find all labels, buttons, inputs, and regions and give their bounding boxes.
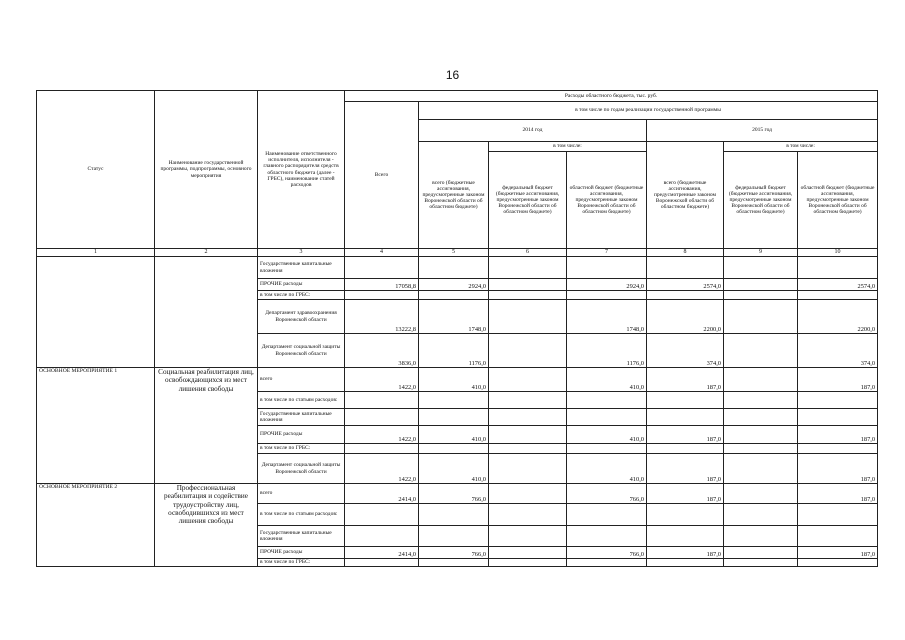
value-total [345, 257, 419, 279]
value-total-2015: 2200,0 [647, 300, 724, 334]
value-federal-2015 [724, 409, 798, 426]
value-regional-2015 [798, 559, 878, 567]
value-federal-2014 [489, 547, 567, 559]
value-regional-2015 [798, 392, 878, 409]
value-total [345, 444, 419, 454]
value-federal-2014 [489, 257, 567, 279]
header-total-2014: всего (бюджетные ассигнования, предусмотренные законом Воронежской области об областном бюджете) [419, 142, 489, 249]
column-number: 5 [419, 249, 489, 257]
header-including-2015: в том числе: [724, 142, 878, 152]
header-federal-2015: федеральный бюджет (бюджетные ассигнования, предусмотренные законом Воронежской области об областном бюджете) [724, 152, 798, 249]
table-row [37, 484, 878, 504]
column-number: 2 [155, 249, 258, 257]
value-regional-2015: 187,0 [798, 547, 878, 559]
value-regional-2014 [567, 559, 647, 567]
section-1-status: ОСНОВНОЕ МЕРОПРИЯТИЕ 1 [37, 368, 155, 484]
expense-item: ПРОЧИЕ расходы [258, 547, 345, 559]
value-regional-2014: 410,0 [567, 368, 647, 392]
header-total-2015: всего (бюджетные ассигнования, предусмотренные законом Воронежской области об областном бюджете) [647, 142, 724, 249]
value-total-2015: 187,0 [647, 368, 724, 392]
column-number: 8 [647, 249, 724, 257]
value-total: 2414,0 [345, 547, 419, 559]
value-total-2014: 410,0 [419, 454, 489, 484]
expense-item: Государственные капитальные вложения [258, 409, 345, 426]
table-row [37, 368, 878, 392]
value-federal-2014 [489, 279, 567, 291]
value-total-2015: 187,0 [647, 454, 724, 484]
value-federal-2015 [724, 426, 798, 444]
program-cell [155, 257, 258, 368]
value-total-2015: 187,0 [647, 484, 724, 504]
expense-item: всего [258, 368, 345, 392]
value-regional-2015: 187,0 [798, 484, 878, 504]
value-total-2014: 766,0 [419, 484, 489, 504]
value-federal-2014 [489, 368, 567, 392]
value-total-2014: 2924,0 [419, 279, 489, 291]
value-regional-2014 [567, 291, 647, 300]
value-federal-2014 [489, 526, 567, 547]
value-regional-2015: 2200,0 [798, 300, 878, 334]
expense-item: Государственные капитальные вложения [258, 257, 345, 279]
header-regional-2015: областной бюджет (бюджетные ассигнования, предусмотренные законом Воронежской области об областном бюджете) [798, 152, 878, 249]
value-regional-2014 [567, 392, 647, 409]
value-total-2014: 766,0 [419, 547, 489, 559]
header-federal-2014: федеральный бюджет (бюджетные ассигнования, предусмотренные законом Воронежской области об областном бюджете) [489, 152, 567, 249]
value-total: 1422,0 [345, 454, 419, 484]
page-number: 16 [445, 68, 460, 82]
value-regional-2014 [567, 526, 647, 547]
value-total-2015 [647, 504, 724, 526]
value-federal-2015 [724, 526, 798, 547]
value-federal-2014 [489, 444, 567, 454]
expense-item: в том числе по ГРБС: [258, 291, 345, 300]
value-total-2015 [647, 392, 724, 409]
column-index-row [37, 249, 878, 257]
value-federal-2015 [724, 392, 798, 409]
header-status: Статус [37, 91, 155, 249]
header-program: Наименование государственной программы, подпрограммы, основного мероприятия [155, 91, 258, 249]
value-federal-2015 [724, 300, 798, 334]
column-number: 9 [724, 249, 798, 257]
column-number: 10 [798, 249, 878, 257]
expense-item: ПРОЧИЕ расходы [258, 426, 345, 444]
value-total: 2414,0 [345, 484, 419, 504]
header-total: Всего [345, 102, 419, 249]
value-regional-2014 [567, 504, 647, 526]
value-total-2014: 410,0 [419, 368, 489, 392]
value-total-2015 [647, 257, 724, 279]
column-number: 6 [489, 249, 567, 257]
value-regional-2015: 187,0 [798, 426, 878, 444]
value-federal-2014 [489, 484, 567, 504]
value-total-2015 [647, 559, 724, 567]
value-federal-2015 [724, 444, 798, 454]
header-by-years: в том числе по годам реализации государственной программы [419, 102, 878, 120]
value-total [345, 504, 419, 526]
value-total: 1422,0 [345, 426, 419, 444]
value-total-2014 [419, 291, 489, 300]
expense-item: в том числе по статьям расходов: [258, 504, 345, 526]
value-regional-2014: 1748,0 [567, 300, 647, 334]
value-regional-2015 [798, 257, 878, 279]
value-total-2014 [419, 444, 489, 454]
value-regional-2014: 2924,0 [567, 279, 647, 291]
value-federal-2014 [489, 392, 567, 409]
value-federal-2015 [724, 334, 798, 368]
value-regional-2014: 1176,0 [567, 334, 647, 368]
expense-item: Государственные капитальные вложения [258, 526, 345, 547]
value-total [345, 559, 419, 567]
value-regional-2015: 374,0 [798, 334, 878, 368]
value-federal-2014 [489, 291, 567, 300]
value-total: 17058,8 [345, 279, 419, 291]
value-regional-2014: 410,0 [567, 454, 647, 484]
value-federal-2015 [724, 547, 798, 559]
expense-item: Департамент социальной защиты Воронежской области [258, 334, 345, 368]
value-total-2015: 187,0 [647, 547, 724, 559]
expense-item: ПРОЧИЕ расходы [258, 279, 345, 291]
value-total-2015: 374,0 [647, 334, 724, 368]
value-total-2014 [419, 559, 489, 567]
value-federal-2014 [489, 504, 567, 526]
value-regional-2014: 410,0 [567, 426, 647, 444]
value-federal-2015 [724, 368, 798, 392]
value-federal-2015 [724, 454, 798, 484]
value-regional-2015 [798, 291, 878, 300]
value-regional-2014: 766,0 [567, 547, 647, 559]
header-budget-group: Расходы областного бюджета, тыс. руб. [345, 91, 878, 102]
value-federal-2014 [489, 454, 567, 484]
value-total-2014 [419, 526, 489, 547]
value-total-2014: 410,0 [419, 426, 489, 444]
header-year-2014: 2014 год [419, 120, 647, 142]
value-federal-2015 [724, 257, 798, 279]
value-regional-2015: 187,0 [798, 368, 878, 392]
value-total-2014 [419, 504, 489, 526]
header-regional-2014: областной бюджет (бюджетные ассигнования, предусмотренные законом Воронежской области об областном бюджете) [567, 152, 647, 249]
column-number: 7 [567, 249, 647, 257]
budget-expenditure-table [36, 90, 878, 567]
column-number: 4 [345, 249, 419, 257]
value-total-2015 [647, 444, 724, 454]
value-federal-2015 [724, 504, 798, 526]
section-2-status: ОСНОВНОЕ МЕРОПРИЯТИЕ 2 [37, 484, 155, 567]
value-total-2015 [647, 291, 724, 300]
expense-item: Департамент здравоохранения Воронежской области [258, 300, 345, 334]
value-total: 1422,0 [345, 368, 419, 392]
header-executor: Наименование ответственного исполнителя, исполнителя - главного распорядителя средств областного бюджета (далее - ГРБС), наименование статей расходов [258, 91, 345, 249]
value-total [345, 291, 419, 300]
value-total-2014: 1748,0 [419, 300, 489, 334]
expense-item: всего [258, 484, 345, 504]
value-regional-2015: 2574,0 [798, 279, 878, 291]
value-total [345, 526, 419, 547]
value-federal-2014 [489, 334, 567, 368]
expense-item: Департамент социальной защиты Воронежской области [258, 454, 345, 484]
column-number: 1 [37, 249, 155, 257]
column-number: 3 [258, 249, 345, 257]
value-regional-2015: 187,0 [798, 454, 878, 484]
value-federal-2015 [724, 559, 798, 567]
value-regional-2015 [798, 409, 878, 426]
value-total-2014 [419, 257, 489, 279]
value-regional-2014 [567, 409, 647, 426]
expense-item: в том числе по ГРБС: [258, 444, 345, 454]
value-total-2015 [647, 409, 724, 426]
value-regional-2015 [798, 444, 878, 454]
value-federal-2014 [489, 300, 567, 334]
value-total-2015: 187,0 [647, 426, 724, 444]
table-row [37, 257, 878, 279]
value-federal-2015 [724, 484, 798, 504]
value-total-2014 [419, 409, 489, 426]
value-total [345, 392, 419, 409]
header-including-2014: в том числе: [489, 142, 647, 152]
value-regional-2015 [798, 504, 878, 526]
expense-item: в том числе по статьям расходов: [258, 392, 345, 409]
section-2-program: Профессиональная реабилитация и содействие трудоустройству лиц, освободившихся из мест лишения свободы [155, 484, 258, 567]
status-cell [37, 257, 155, 368]
value-total-2014: 1176,0 [419, 334, 489, 368]
section-1-program: Социальная реабилитация лиц, освобождающихся из мест лишения свободы [155, 368, 258, 484]
value-total-2015: 2574,0 [647, 279, 724, 291]
expense-item: в том числе по ГРБС: [258, 559, 345, 567]
value-federal-2015 [724, 291, 798, 300]
value-federal-2014 [489, 426, 567, 444]
value-total: 13222,8 [345, 300, 419, 334]
value-total-2015 [647, 526, 724, 547]
value-regional-2014: 766,0 [567, 484, 647, 504]
value-federal-2014 [489, 409, 567, 426]
value-total: 3836,0 [345, 334, 419, 368]
value-total [345, 409, 419, 426]
value-federal-2014 [489, 559, 567, 567]
value-total-2014 [419, 392, 489, 409]
value-regional-2014 [567, 444, 647, 454]
header-year-2015: 2015 год [647, 120, 878, 142]
value-federal-2015 [724, 279, 798, 291]
value-regional-2014 [567, 257, 647, 279]
value-regional-2015 [798, 526, 878, 547]
